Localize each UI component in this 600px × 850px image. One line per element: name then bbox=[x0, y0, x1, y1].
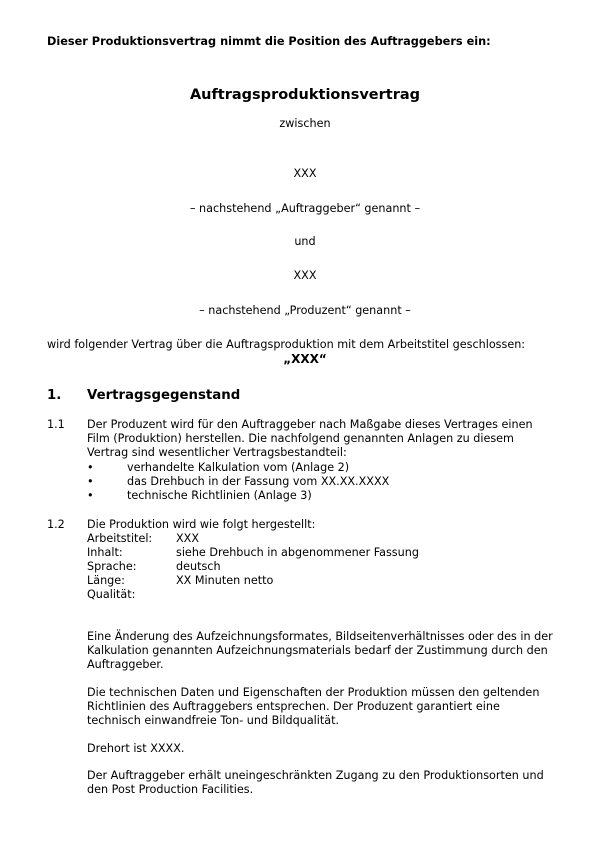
bullet-icon: • bbox=[87, 489, 94, 502]
list-item: verhandelte Kalkulation vom (Anlage 2) bbox=[127, 461, 350, 474]
paragraph-line: Die technischen Daten und Eigenschaften der Produktion müssen den geltenden bbox=[87, 686, 540, 699]
clause-1-1-line-1: Der Produzent wird für den Auftraggeber nach Maßgabe dieses Vertrages einen bbox=[87, 418, 533, 431]
clause-number-1-2: 1.2 bbox=[47, 518, 65, 531]
field-value: siehe Drehbuch in abgenommener Fassung bbox=[176, 546, 419, 559]
section-title: Vertragsgegenstand bbox=[87, 388, 241, 403]
field-value: deutsch bbox=[176, 560, 221, 573]
field-label: Arbeitstitel: bbox=[87, 532, 153, 545]
bullet-icon: • bbox=[87, 461, 94, 474]
party1-role: – nachstehend „Auftraggeber“ genannt – bbox=[189, 202, 421, 215]
party1-name: XXX bbox=[293, 167, 317, 180]
party2-name: XXX bbox=[293, 269, 317, 282]
field-label: Länge: bbox=[87, 574, 125, 587]
clause-1-1-line-3: Vertrag sind wesentlicher Vertragsbestandteil: bbox=[87, 446, 347, 459]
paragraph-line: Richtlinien des Auftraggebers entsprechen. Der Produzent garantiert eine bbox=[87, 700, 500, 713]
bullet-icon: • bbox=[87, 475, 94, 488]
document-title: Auftragsproduktionsvertrag bbox=[189, 87, 421, 103]
clause-number-1-1: 1.1 bbox=[47, 418, 65, 431]
paragraph-line: Drehort ist XXXX. bbox=[87, 742, 185, 755]
paragraph-line: Kalkulation genannten Aufzeichnungsmaterials bedarf der Zustimmung durch den bbox=[87, 644, 548, 657]
paragraph-line: technisch einwandfreie Ton- und Bildqualität. bbox=[87, 714, 340, 727]
field-value: XX Minuten netto bbox=[176, 574, 274, 587]
agreement-line: wird folgender Vertrag über die Auftragsproduktion mit dem Arbeitstitel geschlossen: bbox=[47, 338, 526, 351]
field-label: Inhalt: bbox=[87, 546, 123, 559]
party2-role: – nachstehend „Produzent“ genannt – bbox=[199, 304, 411, 317]
between-word: zwischen bbox=[279, 117, 331, 130]
clause-1-2-intro: Die Produktion wird wie folgt hergestellt: bbox=[87, 518, 316, 531]
intro-line: Dieser Produktionsvertrag nimmt die Position des Auftraggebers ein: bbox=[47, 35, 491, 48]
list-item: das Drehbuch in der Fassung vom XX.XX.XXXX bbox=[127, 475, 390, 488]
paragraph-line: Der Auftraggeber erhält uneingeschränkten Zugang zu den Produktionsorten und bbox=[87, 769, 544, 782]
field-label: Qualität: bbox=[87, 588, 136, 601]
field-value: XXX bbox=[176, 532, 199, 545]
and-word: und bbox=[294, 235, 316, 248]
paragraph-line: den Post Production Facilities. bbox=[87, 783, 254, 796]
paragraph-line: Eine Änderung des Aufzeichnungsformates, Bildseitenverhältnisses oder des in der bbox=[87, 630, 553, 643]
paragraph-line: Auftraggeber. bbox=[87, 658, 164, 671]
list-item: technische Richtlinien (Anlage 3) bbox=[127, 489, 312, 502]
clause-1-1-line-2: Film (Produktion) herstellen. Die nachfolgend genannten Anlagen zu diesem bbox=[87, 432, 514, 445]
working-title: „XXX“ bbox=[283, 352, 327, 366]
section-number: 1. bbox=[47, 388, 62, 403]
field-label: Sprache: bbox=[87, 560, 137, 573]
